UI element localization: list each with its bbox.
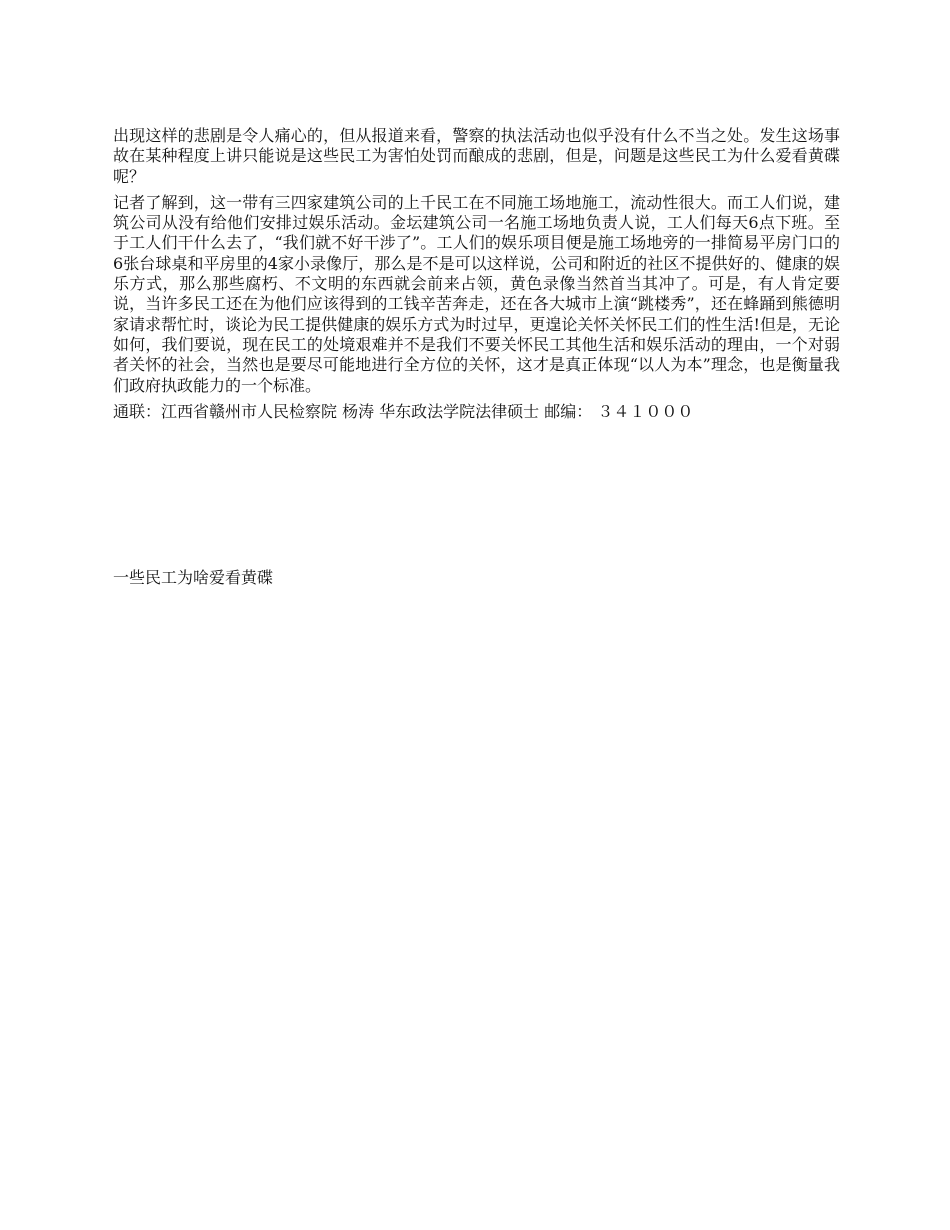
article-title: 一些民工为啥爱看黄碟 xyxy=(113,568,274,587)
paragraph-reporter-findings: 记者了解到，这一带有三四家建筑公司的上千民工在不同施工场地施工，流动性很大。而工人们说，建筑公司从没有给他们安排过娱乐活动。金坛建筑公司一名施工场地负责人说，工人们每天6点下班。至于工人们干什么去了，“我们就不好干涉了”。工人们的娱乐项目便是施工场地旁的一排简易平房门口的6张台球桌和平房里的4家小录像厅，那么是不是可以这样说，公司和附近的社区不提供好的、健康的娱乐方式，那么那些腐朽、不文明的东西就会前来占领，黄色录像当然首当其冲了。可是，有人肯定要说，当许多民工还在为他们应该得到的工钱辛苦奔走，还在各大城市上演“跳楼秀”，还在蜂踊到熊德明家请求帮忙时，谈论为民工提供健康的娱乐方式为时过早，更遑论关怀关怀民工们的性生活!但是，无论如何，我们要说，现在民工的处境艰难并不是我们不要关怀民工其他生活和娱乐活动的理由，一个对弱者关怀的社会，当然也是要尽可能地进行全方位的关怀，这才是真正体现“以人为本”理念，也是衡量我们政府执政能力的一个标准。 xyxy=(113,192,840,395)
author-contact: 通联：江西省赣州市人民检察院 杨涛 华东政法学院法律硕士 邮编： ３４１０００ xyxy=(113,401,694,421)
paragraph-tragedy: 出现这样的悲剧是令人痛心的，但从报道来看，警察的执法活动也似乎没有什么不当之处。发生这场事故在某种程度上讲只能说是这些民工为害怕处罚而酿成的悲剧，但是，问题是这些民工为什么爱看黄碟呢？ xyxy=(113,126,840,186)
article-body xyxy=(113,126,840,422)
